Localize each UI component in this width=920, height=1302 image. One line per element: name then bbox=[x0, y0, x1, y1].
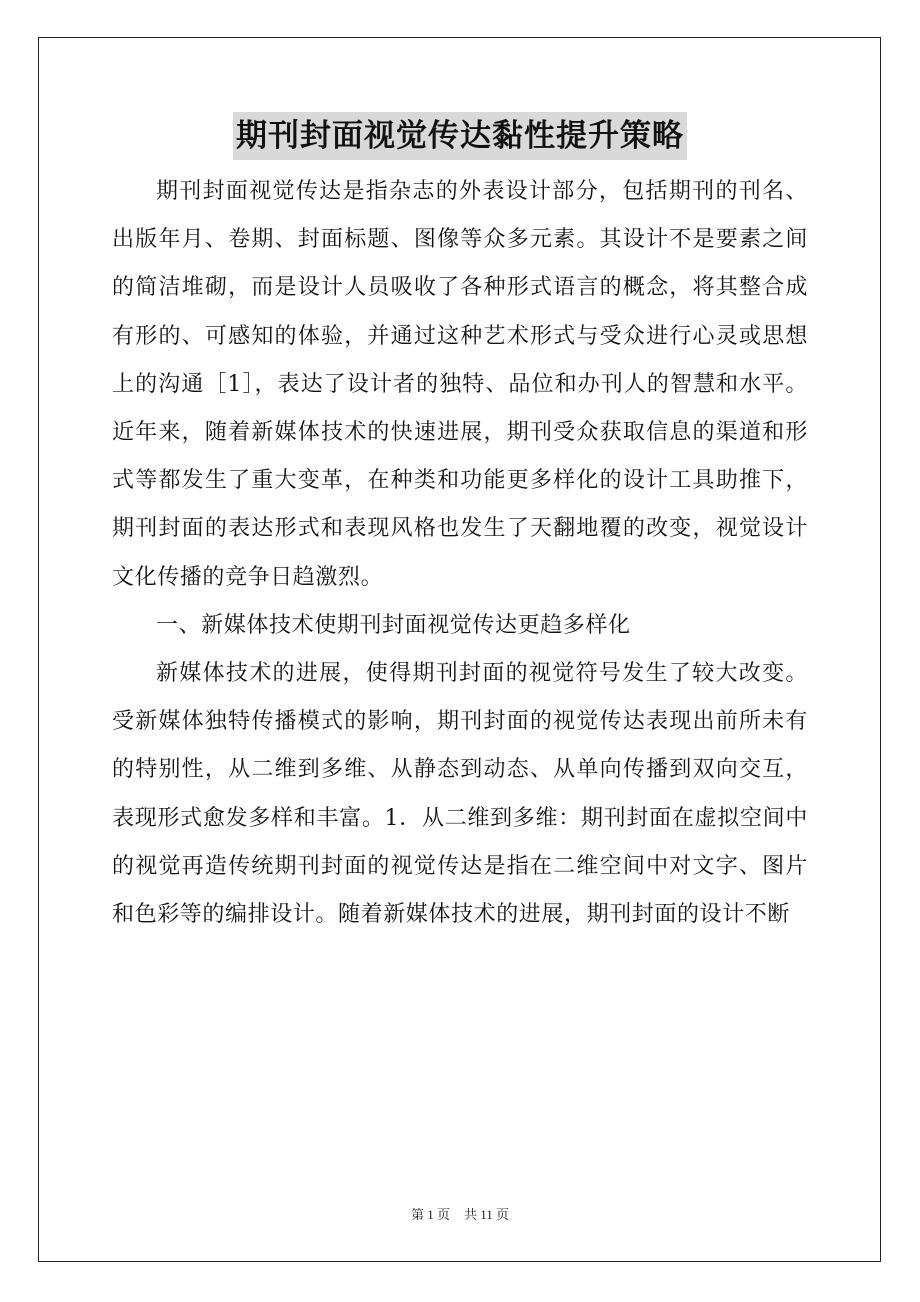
section-heading: 一、新媒体技术使期刊封面视觉传达更趋多样化 bbox=[156, 612, 631, 638]
document-body bbox=[112, 168, 808, 939]
page-footer bbox=[0, 1206, 920, 1224]
title-container bbox=[0, 112, 920, 160]
paragraph-section-1: 新媒体技术的进展，使得期刊封面的视觉符号发生了较大改变。受新媒体独特传播模式的影响，期刊封面的视觉传达表现出前所未有的特别性，从二维到多维、从静态到动态、从单向传播到双向交互，表现形式愈发多样和丰富。1．从二维到多维：期刊封面在虚拟空间中的视觉再造传统期刊封面的视觉传达是指在二维空间中对文字、图片和色彩等的编排设计。随着新媒体技术的进展，期刊封面的设计不断 bbox=[112, 661, 808, 928]
paragraph-intro: 期刊封面视觉传达是指杂志的外表设计部分，包括期刊的刊名、出版年月、卷期、封面标题、图像等众多元素。其设计不是要素之间的简洁堆砌，而是设计人员吸收了各种形式语言的概念，将其整合成有形的、可感知的体验，并通过这种艺术形式与受众进行心灵或思想上的沟通［1］，表达了设计者的独特、品位和办刊人的智慧和水平。近年来，随着新媒体技术的快速进展，期刊受众获取信息的渠道和形式等都发生了重大变革，在种类和功能更多样化的设计工具助推下，期刊封面的表达形式和表现风格也发生了天翻地覆的改变，视觉设计文化传播的竞争日趋激烈。 bbox=[112, 179, 808, 590]
page-number: 第 1 页 bbox=[410, 1207, 450, 1222]
document-title: 期刊封面视觉传达黏性提升策略 bbox=[233, 112, 687, 160]
page-total: 共 11 页 bbox=[463, 1207, 510, 1222]
